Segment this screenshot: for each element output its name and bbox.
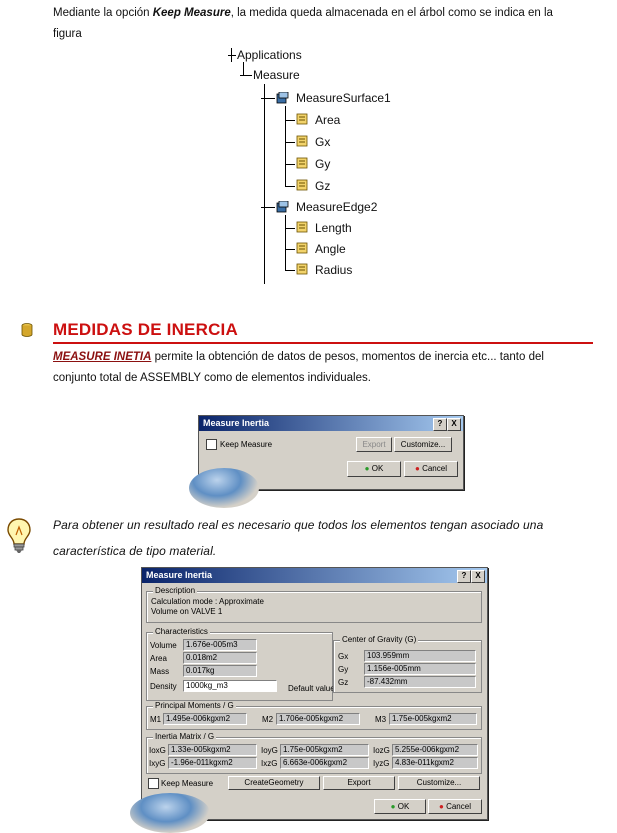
tree-leaf-radius[interactable]: Radius (315, 263, 353, 277)
ixzg-field[interactable]: 6.663e-006kgxm2 (280, 757, 369, 769)
parameter-icon (295, 135, 308, 147)
cancel-label: Cancel (422, 464, 447, 473)
ioxg-label: IoxG (149, 746, 166, 755)
parameter-icon (295, 263, 308, 275)
density-label: Density (150, 682, 177, 691)
tree-leaf-length[interactable]: Length (315, 221, 352, 235)
cancel-icon: ● (415, 464, 420, 473)
iyzg-label: IyzG (373, 759, 390, 768)
m1-field[interactable]: 1.495e-006kgxm2 (163, 713, 247, 725)
inertia-matrix-group (146, 732, 482, 774)
ixzg-label: IxzG (261, 759, 278, 768)
parameter-icon (295, 242, 308, 254)
tree-leaf-area[interactable]: Area (315, 113, 341, 127)
m2-field[interactable]: 1.706e-005kgxm2 (276, 713, 360, 725)
gx-field[interactable]: 103.959mm (364, 650, 476, 662)
catia-swoosh-icon (130, 793, 210, 833)
tree-node-measure-edge2[interactable]: MeasureEdge2 (296, 200, 378, 214)
m3-field[interactable]: 1.75e-005kgxm2 (389, 713, 477, 725)
volume-field[interactable]: 1.676e-005m3 (183, 639, 257, 651)
area-label: Area (150, 654, 167, 663)
parameter-icon (295, 157, 308, 169)
center-of-gravity-group (333, 635, 482, 693)
tree-root-applications[interactable]: Applications (237, 48, 302, 62)
ixyg-field[interactable]: -1.96e-011kgxm2 (168, 757, 257, 769)
characteristics-title: Characteristics (155, 627, 208, 636)
keep-measure-checkbox[interactable] (206, 439, 217, 450)
intro-text-line2: figura (53, 28, 82, 40)
close-button[interactable]: X (447, 418, 461, 431)
gz-field[interactable]: -87.432mm (364, 676, 476, 688)
volume-label: Volume (150, 641, 177, 650)
section-text2: conjunto total de ASSEMBLY como de elementos individuales. (53, 372, 371, 384)
note-paragraph (53, 512, 598, 564)
ioyg-field[interactable]: 1.75e-005kgxm2 (280, 744, 369, 756)
ok-check-icon: ● (390, 802, 396, 811)
density-field[interactable]: 1000kg_m3 (183, 680, 277, 692)
help-button[interactable]: ? (457, 570, 471, 583)
tree-leaf-gy[interactable]: Gy (315, 157, 331, 171)
tree-leaf-angle[interactable]: Angle (315, 242, 346, 256)
measure-surface-icon (276, 92, 289, 104)
gx-label: Gx (338, 652, 349, 661)
characteristics-group (146, 627, 335, 701)
inertia-matrix-title: Inertia Matrix / G (155, 732, 215, 741)
ioyg-label: IoyG (261, 746, 278, 755)
tree-node-measure[interactable]: Measure (253, 68, 300, 82)
cancel-button[interactable] (428, 799, 482, 814)
parameter-icon (295, 179, 308, 191)
volume-target: Volume on VALVE 1 (151, 607, 223, 616)
gz-label: Gz (338, 678, 349, 687)
keep-measure-checkbox[interactable] (148, 778, 159, 789)
section-keyword: MEASURE INETIA (53, 351, 152, 363)
description-group (146, 586, 482, 623)
default-value-label: Default value (288, 684, 335, 693)
tree-leaf-gx[interactable]: Gx (315, 135, 331, 149)
iozg-field[interactable]: 5.255e-006kgxm2 (392, 744, 478, 756)
dialog-title: Measure Inertia (142, 568, 487, 583)
iozg-label: IozG (373, 746, 390, 755)
intro-keyword: Keep Measure (152, 7, 231, 19)
ok-check-icon: ● (364, 464, 370, 473)
section-rule (53, 342, 593, 344)
m3-label: M3 (375, 715, 387, 724)
section-bullet-icon (19, 322, 35, 338)
tree-node-measure-surface1[interactable]: MeasureSurface1 (296, 91, 391, 105)
keep-measure-label: Keep Measure (161, 779, 214, 788)
calculation-mode: Calculation mode : Approximate (151, 597, 264, 606)
mass-label: Mass (150, 667, 170, 676)
customize-button[interactable]: Customize... (398, 776, 480, 790)
note-line2: característica de tipo material. (53, 544, 217, 558)
ixyg-label: IxyG (149, 759, 166, 768)
customize-button[interactable]: Customize... (394, 437, 452, 452)
lightbulb-icon (6, 517, 32, 555)
parameter-icon (295, 113, 308, 125)
iyzg-field[interactable]: 4.83e-011kgxm2 (392, 757, 478, 769)
cancel-button[interactable] (404, 461, 458, 477)
measure-inertia-dialog-small (198, 415, 464, 490)
intro-text-post: , la medida queda almacenada en el árbol como se indica en la (230, 7, 553, 19)
cancel-label: Cancel (446, 802, 471, 811)
gy-label: Gy (338, 665, 349, 674)
parameter-icon (295, 221, 308, 233)
m1-label: M1 (150, 715, 162, 724)
intro-text-pre: Mediante la opción (53, 7, 153, 19)
keep-measure-label: Keep Measure (220, 440, 273, 449)
ok-button[interactable] (374, 799, 426, 814)
ok-label: OK (397, 802, 410, 811)
export-button[interactable]: Export (323, 776, 395, 790)
measure-edge-icon (276, 201, 289, 213)
area-field[interactable]: 0.018m2 (183, 652, 257, 664)
section-title: MEDIDAS DE INERCIA (53, 320, 238, 339)
ok-label: OK (371, 464, 384, 473)
section-paragraph (53, 347, 598, 389)
principal-moments-title: Principal Moments / G (155, 701, 234, 710)
gy-field[interactable]: 1.156e-005mm (364, 663, 476, 675)
note-line1: Para obtener un resultado real es necesario que todos los elementos tengan asociado una (53, 518, 544, 532)
close-button[interactable]: X (471, 570, 485, 583)
principal-moments-group (146, 701, 482, 730)
tree-leaf-gz[interactable]: Gz (315, 179, 331, 193)
ioxg-field[interactable]: 1.33e-005kgxm2 (168, 744, 257, 756)
dialog-title: Measure Inertia (199, 416, 463, 431)
description-title: Description (155, 586, 196, 595)
help-button[interactable]: ? (433, 418, 447, 431)
ok-button[interactable] (347, 461, 401, 477)
cancel-icon: ● (439, 802, 444, 811)
mass-field[interactable]: 0.017kg (183, 665, 257, 677)
catia-swoosh-icon (189, 468, 259, 508)
intro-paragraph (53, 3, 593, 45)
section-text1: permite la obtención de datos de pesos, momentos de inercia etc... tanto del (151, 351, 544, 363)
cog-title: Center of Gravity (G) (342, 635, 417, 644)
measure-inertia-dialog-large (141, 567, 488, 820)
m2-label: M2 (262, 715, 274, 724)
export-button[interactable]: Export (356, 437, 392, 452)
create-geometry-button[interactable]: CreateGeometry (228, 776, 320, 790)
